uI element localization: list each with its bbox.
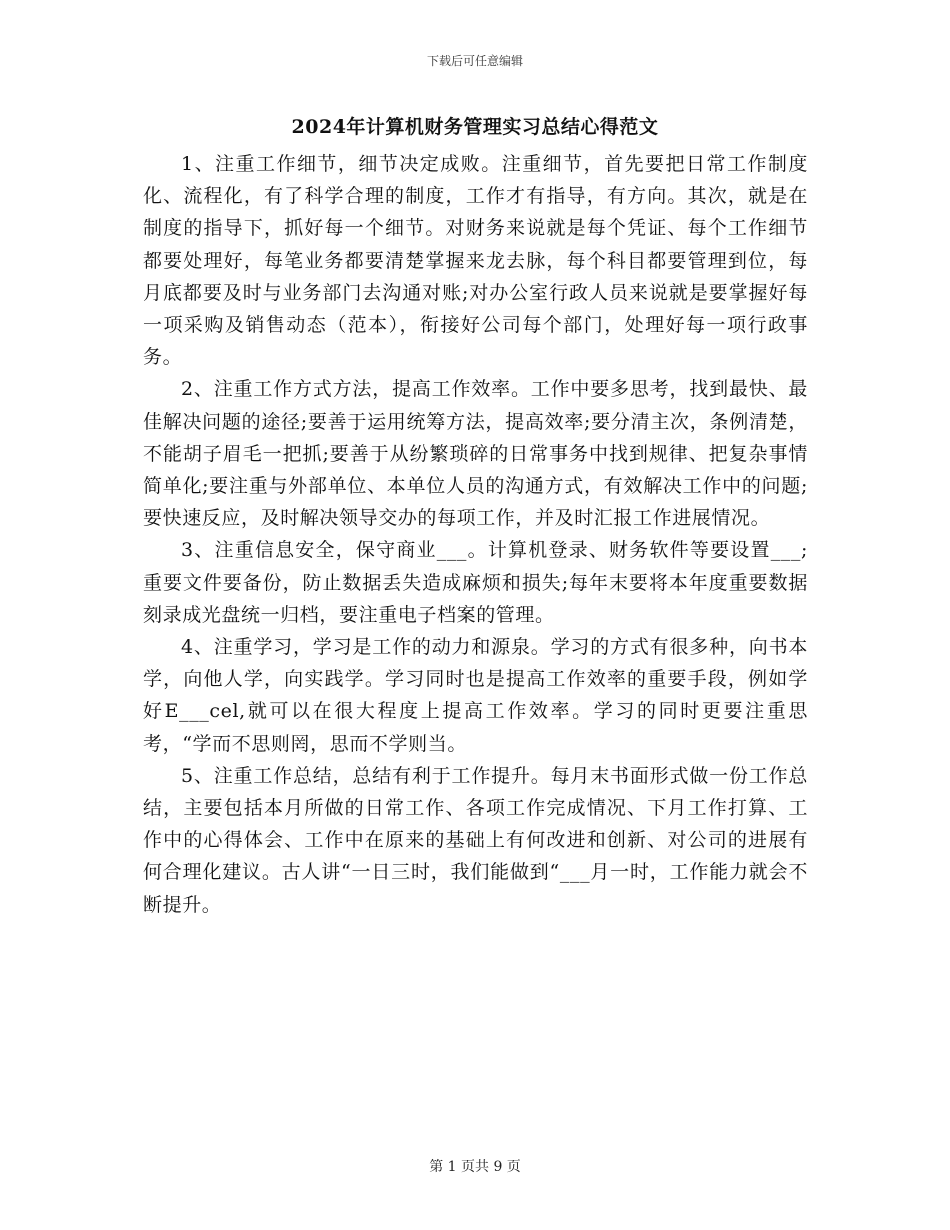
document-body bbox=[143, 148, 808, 921]
paragraph-3: 3、注重信息安全，保守商业___。计算机登录、财务软件等要设置___;重要文件要备份，防止数据丢失造成麻烦和损失;每年末要将本年度重要数据刻录成光盘统一归档，要注重电子档案的管理。 bbox=[143, 539, 808, 626]
paragraph-2: 2、注重工作方式方法，提高工作效率。工作中要多思考，找到最快、最佳解决问题的途径;要善于运用统筹方法，提高效率;要分清主次，条例清楚，不能胡子眉毛一把抓;要善于从纷繁琐碎的日常事务中找到规律、把复杂事情简单化;要注重与外部单位、本单位人员的沟通方式，有效解决工作中的问题;要快速反应，及时解决领导交办的每项工作，并及时汇报工作进展情况。 bbox=[143, 378, 808, 530]
paragraph-1: 1、注重工作细节，细节决定成败。注重细节，首先要把日常工作制度化、流程化，有了科学合理的制度，工作才有指导，有方向。其次，就是在制度的指导下，抓好每一个细节。对财务来说就是每个凭证、每个工作细节都要处理好，每笔业务都要清楚掌握来龙去脉，每个科目都要管理到位，每月底都要及时与业务部门去沟通对账;对办公室行政人员来说就是要掌握好每一项采购及销售动态（范本），衔接好公司每个部门，处理好每一项行政事务。 bbox=[143, 153, 808, 369]
paragraph-4: 4、注重学习，学习是工作的动力和源泉。学习的方式有很多种，向书本学，向他人学，向实践学。学习同时也是提高工作效率的重要手段，例如学好E___cel,就可以在很大程度上提高工作效率。学习的同时更要注重思考，“学而不思则罔，思而不学则当。 bbox=[143, 636, 808, 755]
page-header-note: 下载后可任意编辑 bbox=[426, 54, 523, 68]
document-title: 2024年计算机财务管理实习总结心得范文 bbox=[291, 116, 659, 138]
page-number: 第 1 页共 9 页 bbox=[429, 1159, 521, 1175]
paragraph-5: 5、注重工作总结，总结有利于工作提升。每月末书面形式做一份工作总结，主要包括本月所做的日常工作、各项工作完成情况、下月工作打算、工作中的心得体会、工作中在原来的基础上有何改进和创新、对公司的进展有何合理化建议。古人讲“一日三时，我们能做到“___月一时，工作能力就会不断提升。 bbox=[143, 764, 808, 916]
